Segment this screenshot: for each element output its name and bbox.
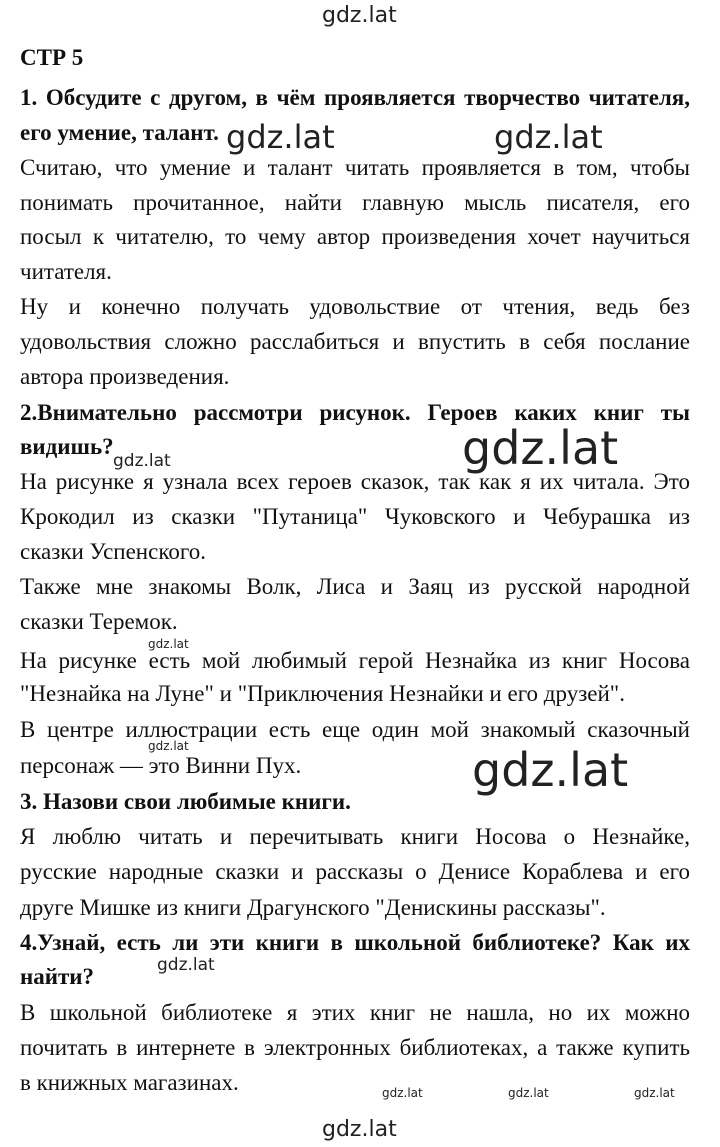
watermark: gdz.lat (634, 1086, 675, 1100)
answer-1-line-6: удовольствия сложно расслабиться и впустить в себя послание (20, 329, 690, 354)
watermark: gdz.lat (382, 1086, 423, 1100)
answer-3-line-2: русские народные сказки и рассказы о Денисе Кораблева и его (20, 859, 690, 884)
answer-4-line-1: В школьной библиотеке я этих книг не нашла, но их можно (20, 1000, 690, 1025)
answer-1-line-7: автора произведения. (20, 364, 230, 389)
watermark: gdz.lat (462, 421, 619, 475)
answer-1-line-3: посыл к читателю, то чему автор произведения хочет научиться (20, 224, 690, 249)
answer-2-line-6: На рисунке есть мой любимый герой Незнайка из книг Носова (20, 648, 690, 673)
answer-4-line-2: почитать в интернете в электронных библиотеках, а также купить (20, 1035, 690, 1060)
watermark-top: gdz.lat (322, 3, 397, 28)
page-title: СТР 5 (20, 45, 84, 70)
watermark: gdz.lat (226, 118, 335, 156)
answer-2-line-8: В центре иллюстрации есть еще один мой знакомый сказочный (20, 717, 690, 742)
answer-2-line-9: персонаж — это Винни Пух. (20, 753, 302, 778)
watermark: gdz.lat (494, 118, 603, 156)
watermark: gdz.lat (113, 451, 171, 471)
watermark: gdz.lat (157, 955, 215, 975)
question-2-line-2: видишь? (20, 434, 114, 459)
answer-1-line-1: Считаю, что умение и талант читать проявляется в том, чтобы (20, 155, 690, 180)
watermark: gdz.lat (148, 637, 189, 651)
answer-2-line-4: Также мне знакомы Волк, Лиса и Заяц из русской народной (20, 574, 690, 599)
answer-1-line-5: Ну и конечно получать удовольствие от чтения, ведь без (20, 294, 690, 319)
watermark: gdz.lat (508, 1086, 549, 1100)
watermark: gdz.lat (472, 743, 629, 797)
answer-4-line-3: в книжных магазинах. (20, 1070, 239, 1095)
answer-2-line-5: сказки Теремок. (20, 609, 178, 634)
question-3-line-1: 3. Назови свои любимые книги. (20, 789, 351, 814)
answer-2-line-2: Крокодил из сказки "Путаница" Чуковского и Чебурашка из (20, 504, 690, 529)
answer-3-line-1: Я люблю читать и перечитывать книги Носова о Незнайке, (20, 824, 690, 849)
answer-1-line-2: понимать прочитанное, найти главную мысль писателя, его (20, 190, 690, 215)
question-2-line-1: 2.Внимательно рассмотри рисунок. Героев каких книг ты (20, 400, 690, 425)
question-1-line-2: его умение, талант. (20, 120, 219, 145)
watermark-bottom: gdz.lat (322, 1117, 397, 1142)
answer-2-line-1: На рисунке я узнала всех героев сказок, так как я их читала. Это (20, 469, 690, 494)
watermark: gdz.lat (148, 739, 189, 753)
answer-1-line-4: читателя. (20, 259, 112, 284)
answer-3-line-3: друге Мишке из книги Драгунского "Денискины рассказы". (20, 895, 606, 920)
question-4-line-1: 4.Узнай, есть ли эти книги в школьной библиотеке? Как их (20, 930, 690, 955)
answer-2-line-3: сказки Успенского. (20, 539, 206, 564)
question-4-line-2: найти? (20, 964, 95, 989)
question-1-line-1: 1. Обсудите с другом, в чём проявляется творчество читателя, (20, 85, 690, 110)
answer-2-line-7: "Незнайка на Луне" и "Приключения Незнайки и его друзей". (20, 681, 625, 706)
